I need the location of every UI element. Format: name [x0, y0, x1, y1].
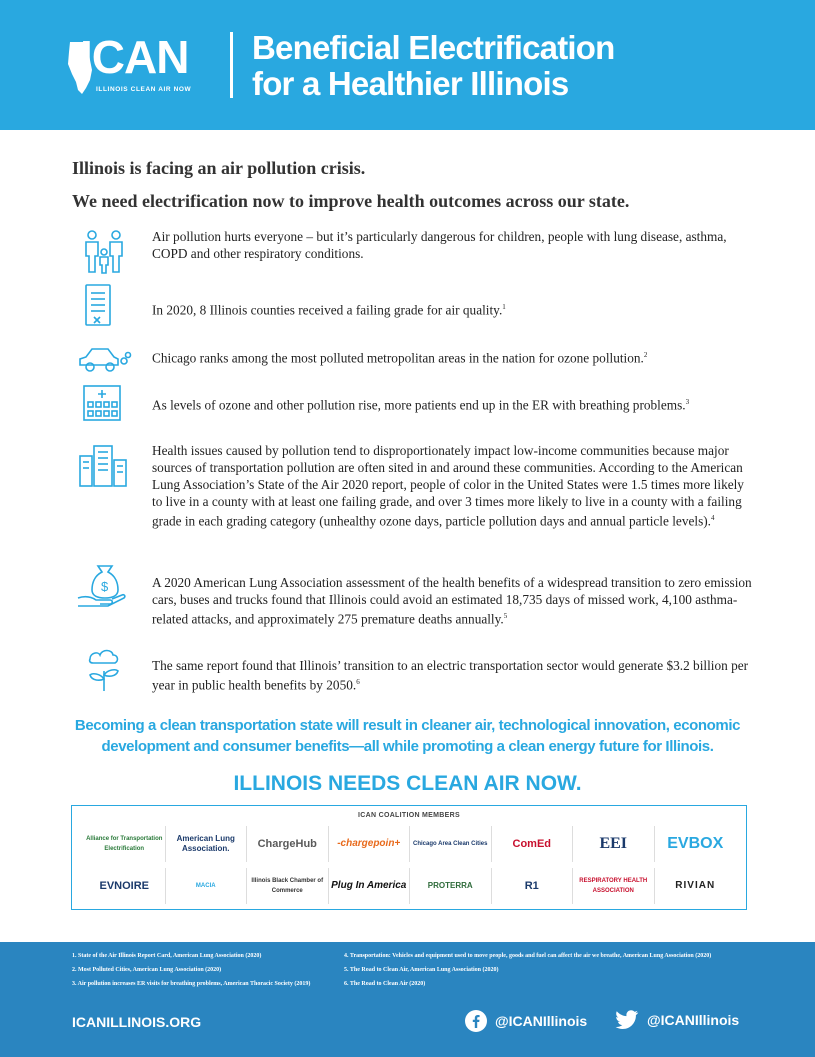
member-logo: ChargeHub	[247, 826, 329, 862]
footnote: 1. State of the Air Illinois Report Card, American Lung Association (2020)	[72, 953, 262, 959]
member-logo: MACIA	[166, 868, 248, 904]
twitter-icon	[615, 1010, 639, 1030]
clean-plant-icon	[76, 645, 132, 693]
fact-text	[152, 347, 752, 366]
fact-text-body: The same report found that Illinois’ transition to an electric transportation sector would generate $3.2 billion per year in public health benefits by 2050.	[152, 658, 749, 693]
hospital-icon	[76, 378, 132, 426]
facebook-handle-text: @ICANIllinois	[495, 1013, 588, 1029]
member-logo: Plug In America	[329, 868, 411, 904]
member-logo: EVNOIRE	[84, 868, 166, 904]
footnote: 5. The Road to Clean Air, American Lung Association (2020)	[344, 967, 499, 973]
fact-text	[152, 657, 752, 693]
report-card-icon	[76, 283, 132, 331]
fact-text-body: A 2020 American Lung Association assessment of the health benefits of a widespread transition to zero emission cars, buses and trucks found that Illinois could avoid an estimated 18,735 days of missed work, 4,100 asthma-related attacks, and approximately 275 premature deaths annually.	[152, 575, 752, 627]
footnote-marker: 5	[503, 612, 508, 620]
title-line-2: for a Healthier Illinois	[252, 65, 569, 102]
twitter-handle[interactable]	[615, 1010, 739, 1030]
member-logo: PROTERRA	[410, 868, 492, 904]
family-icon	[76, 228, 132, 276]
footer	[0, 942, 815, 1057]
footnote-marker: 6	[356, 678, 360, 686]
member-logo: RIVIAN	[675, 880, 716, 891]
fact-text: Air pollution hurts everyone – but it’s particularly dangerous for children, people with lung disease, asthma, COPD and other respiratory conditions.	[152, 229, 727, 261]
footnote-marker: 2	[643, 351, 648, 359]
footnote-marker: 3	[685, 398, 690, 406]
member-logo: Alliance for Transportation Electrification	[84, 826, 166, 862]
fact-text	[152, 394, 752, 413]
member-logo: EEI	[573, 826, 655, 862]
footnote: 3. Air pollution increases ER visits for breathing problems, American Thoracic Society (2019)	[72, 981, 311, 987]
ican-logo	[66, 31, 206, 100]
header-banner	[0, 0, 815, 130]
coalition-members-box	[71, 805, 747, 910]
footnote-marker: 1	[502, 303, 506, 311]
footnote-marker: 4	[711, 514, 715, 522]
coalition-logo-grid	[84, 826, 736, 904]
member-logo: EVBOX	[667, 835, 724, 852]
intro-line-2: We need electrification now to improve health outcomes across our state.	[72, 191, 630, 211]
slogan: ILLINOIS NEEDS CLEAN AIR NOW.	[233, 772, 582, 795]
fact-text-body: Health issues caused by pollution tend to disproportionately impact low-income communities because major sources of transportation pollution are often sited in and around these communities. According to the American Lung Association’s State of the Air 2020 report, people of color in the United States were 1.5 times more likely to live in a county with at least one failing grade, and over 3 times more likely to live in a county with a failing grade in each grading category (unhealthy ozone days, particle pollution days and annual particle levels).	[152, 443, 744, 529]
fact-text-body: As levels of ozone and other pollution rise, more patients end up in the ER with breathing problems.	[152, 397, 686, 413]
intro-heading	[72, 158, 629, 224]
logo-text: ICAN	[80, 31, 189, 83]
fact-text	[152, 574, 752, 627]
money-hand-icon	[76, 562, 132, 610]
tagline: Becoming a clean transportation state will result in cleaner air, technological innovation, economic development and consumer benefits—all while promoting a clean energy future for Illinois.	[74, 717, 741, 755]
facebook-icon	[465, 1010, 487, 1032]
coalition-title: ICAN COALITION MEMBERS	[358, 812, 460, 819]
member-logo: R1	[492, 868, 574, 904]
city-buildings-icon	[76, 442, 132, 490]
website-link[interactable]: ICANILLINOIS.ORG	[72, 1014, 202, 1030]
fact-text	[152, 442, 752, 529]
twitter-handle-text: @ICANIllinois	[647, 1012, 740, 1028]
fact-text	[152, 299, 752, 318]
footnote: 2. Most Polluted Cities, American Lung Association (2020)	[72, 967, 222, 973]
page-title	[252, 30, 615, 102]
fact-text-body: Chicago ranks among the most polluted metropolitan areas in the nation for ozone pollution.	[152, 350, 644, 366]
footnote: 6. The Road to Clean Air (2020)	[344, 981, 426, 987]
member-logo: Chicago Area Clean Cities	[410, 826, 492, 862]
fact-text-body: In 2020, 8 Illinois counties received a failing grade for air quality.	[152, 302, 503, 318]
header-divider	[230, 32, 233, 98]
logo-subtitle: ILLINOIS CLEAN AIR NOW	[96, 86, 192, 93]
footnote: 4. Transportation: Vehicles and equipment used to move people, goods and fuel can affect the air we breathe, American Lung Association (2020)	[344, 953, 712, 959]
car-pollution-icon	[76, 335, 132, 383]
member-logo: ComEd	[492, 826, 574, 862]
svg-text:$: $	[101, 579, 109, 594]
title-line-1: Beneficial Electrification	[252, 29, 615, 66]
member-logo: RESPIRATORY HEALTH ASSOCIATION	[573, 868, 655, 904]
member-logo: Illinois Black Chamber of Commerce	[247, 868, 329, 904]
facebook-handle[interactable]	[465, 1010, 587, 1032]
intro-line-1: Illinois is facing an air pollution crisis.	[72, 158, 366, 178]
member-logo: American Lung Association.	[166, 826, 248, 862]
member-logo: -chargepoin+	[329, 826, 411, 862]
